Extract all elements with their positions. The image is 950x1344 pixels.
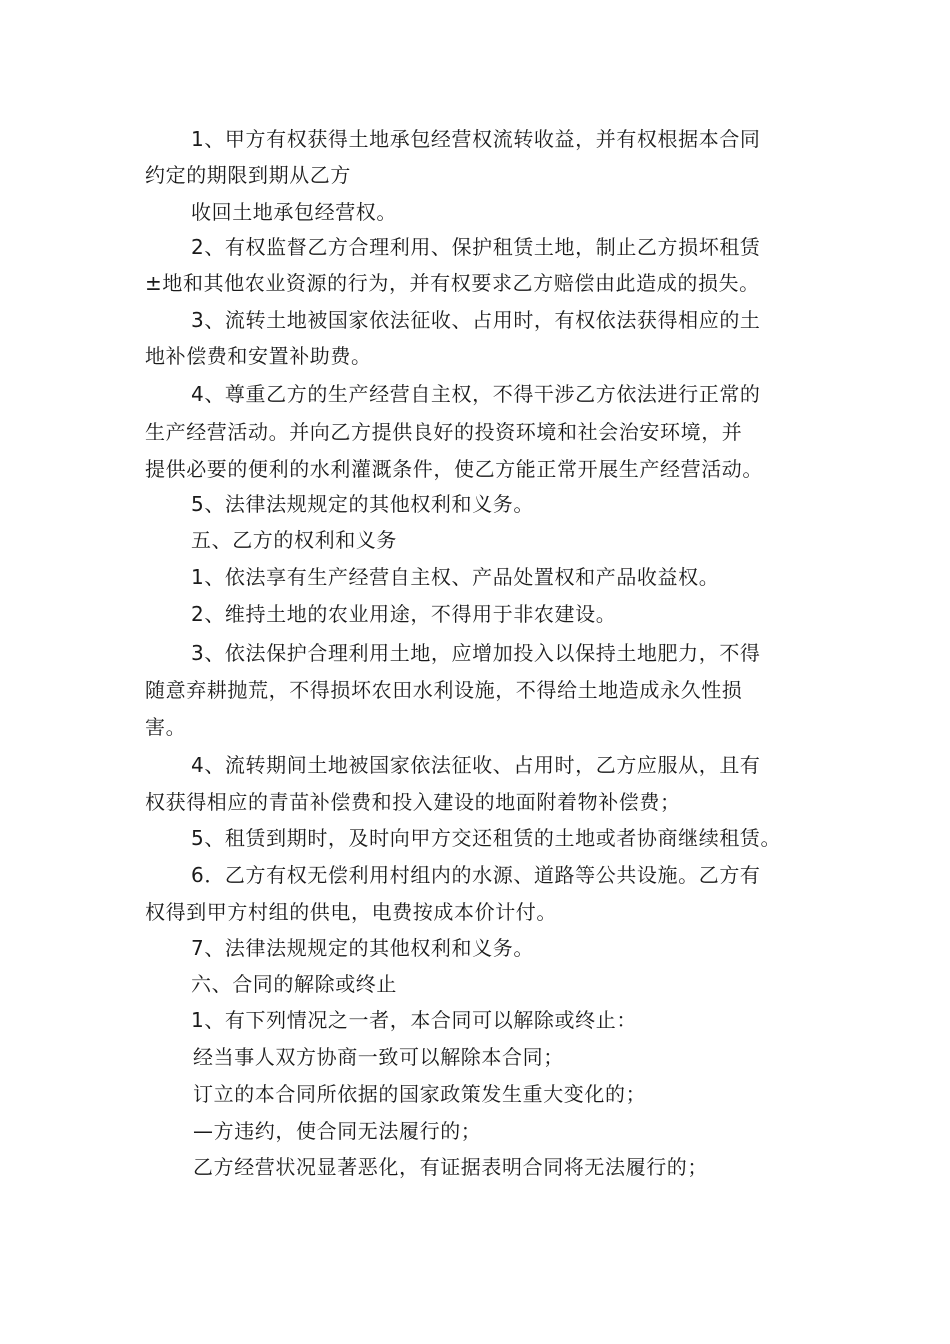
text-line: 6．乙方有权无偿利用村组内的水源、道路等公共设施。乙方有 xyxy=(191,863,761,887)
text-line: 1、有下列情况之一者，本合同可以解除或终止： xyxy=(191,1008,637,1032)
list-item: 乙方经营状况显著恶化，有证据表明合同将无法履行的； xyxy=(193,1155,708,1179)
text-line: 地补偿费和安置补助费。 xyxy=(145,344,372,368)
text-line: 1、依法享有生产经营自主权、产品处置权和产品收益权。 xyxy=(191,565,720,589)
text-line: 权得到甲方村组的供电，电费按成本价计付。 xyxy=(145,900,557,924)
text-line: 权获得相应的青苗补偿费和投入建设的地面附着物补偿费； xyxy=(145,790,681,814)
text-line: 收回土地承包经营权。 xyxy=(191,200,397,224)
text-line: 提供必要的便利的水利灌溉条件，使乙方能正常开展生产经营活动。 xyxy=(145,457,763,481)
text-line: 5、租赁到期时，及时向甲方交还租赁的土地或者协商继续租赁。 xyxy=(191,826,782,850)
list-item: —方违约，使合同无法履行的； xyxy=(193,1119,482,1143)
list-item: 订立的本合同所依据的国家政策发生重大变化的； xyxy=(193,1082,647,1106)
text-line: 5、法律法规规定的其他权利和义务。 xyxy=(191,492,534,516)
text-line: 3、流转土地被国家依法征收、占用时，有权依法获得相应的土 xyxy=(191,308,761,332)
text-line: 约定的期限到期从乙方 xyxy=(145,163,351,187)
list-item: 经当事人双方协商一致可以解除本合同； xyxy=(193,1045,564,1069)
text-line: ±地和其他农业资源的行为，并有权要求乙方赔偿由此造成的损失。 xyxy=(145,271,760,295)
text-line: 3、依法保护合理利用土地，应增加投入以保持土地肥力，不得 xyxy=(191,641,761,665)
text-line: 7、法律法规规定的其他权利和义务。 xyxy=(191,936,534,960)
text-line: 害。 xyxy=(145,715,187,739)
text-line: 随意弃耕抛荒，不得损坏农田水利设施，不得给土地造成永久性损 xyxy=(145,678,743,702)
section-heading: 五、乙方的权利和义务 xyxy=(191,528,397,552)
text-line: 4、尊重乙方的生产经营自主权，不得干涉乙方依法进行正常的 xyxy=(191,382,761,406)
text-line: 2、维持土地的农业用途，不得用于非农建设。 xyxy=(191,602,617,626)
text-line: 2、有权监督乙方合理利用、保护租赁土地，制止乙方损坏租赁 xyxy=(191,235,761,259)
text-line: 1、甲方有权获得土地承包经营权流转收益，并有权根据本合同 xyxy=(191,127,761,151)
section-heading: 六、合同的解除或终止 xyxy=(191,972,397,996)
text-line: 4、流转期间土地被国家依法征收、占用时，乙方应服从，且有 xyxy=(191,753,761,777)
text-line: 生产经营活动。并向乙方提供良好的投资环境和社会治安环境，并 xyxy=(145,420,743,444)
